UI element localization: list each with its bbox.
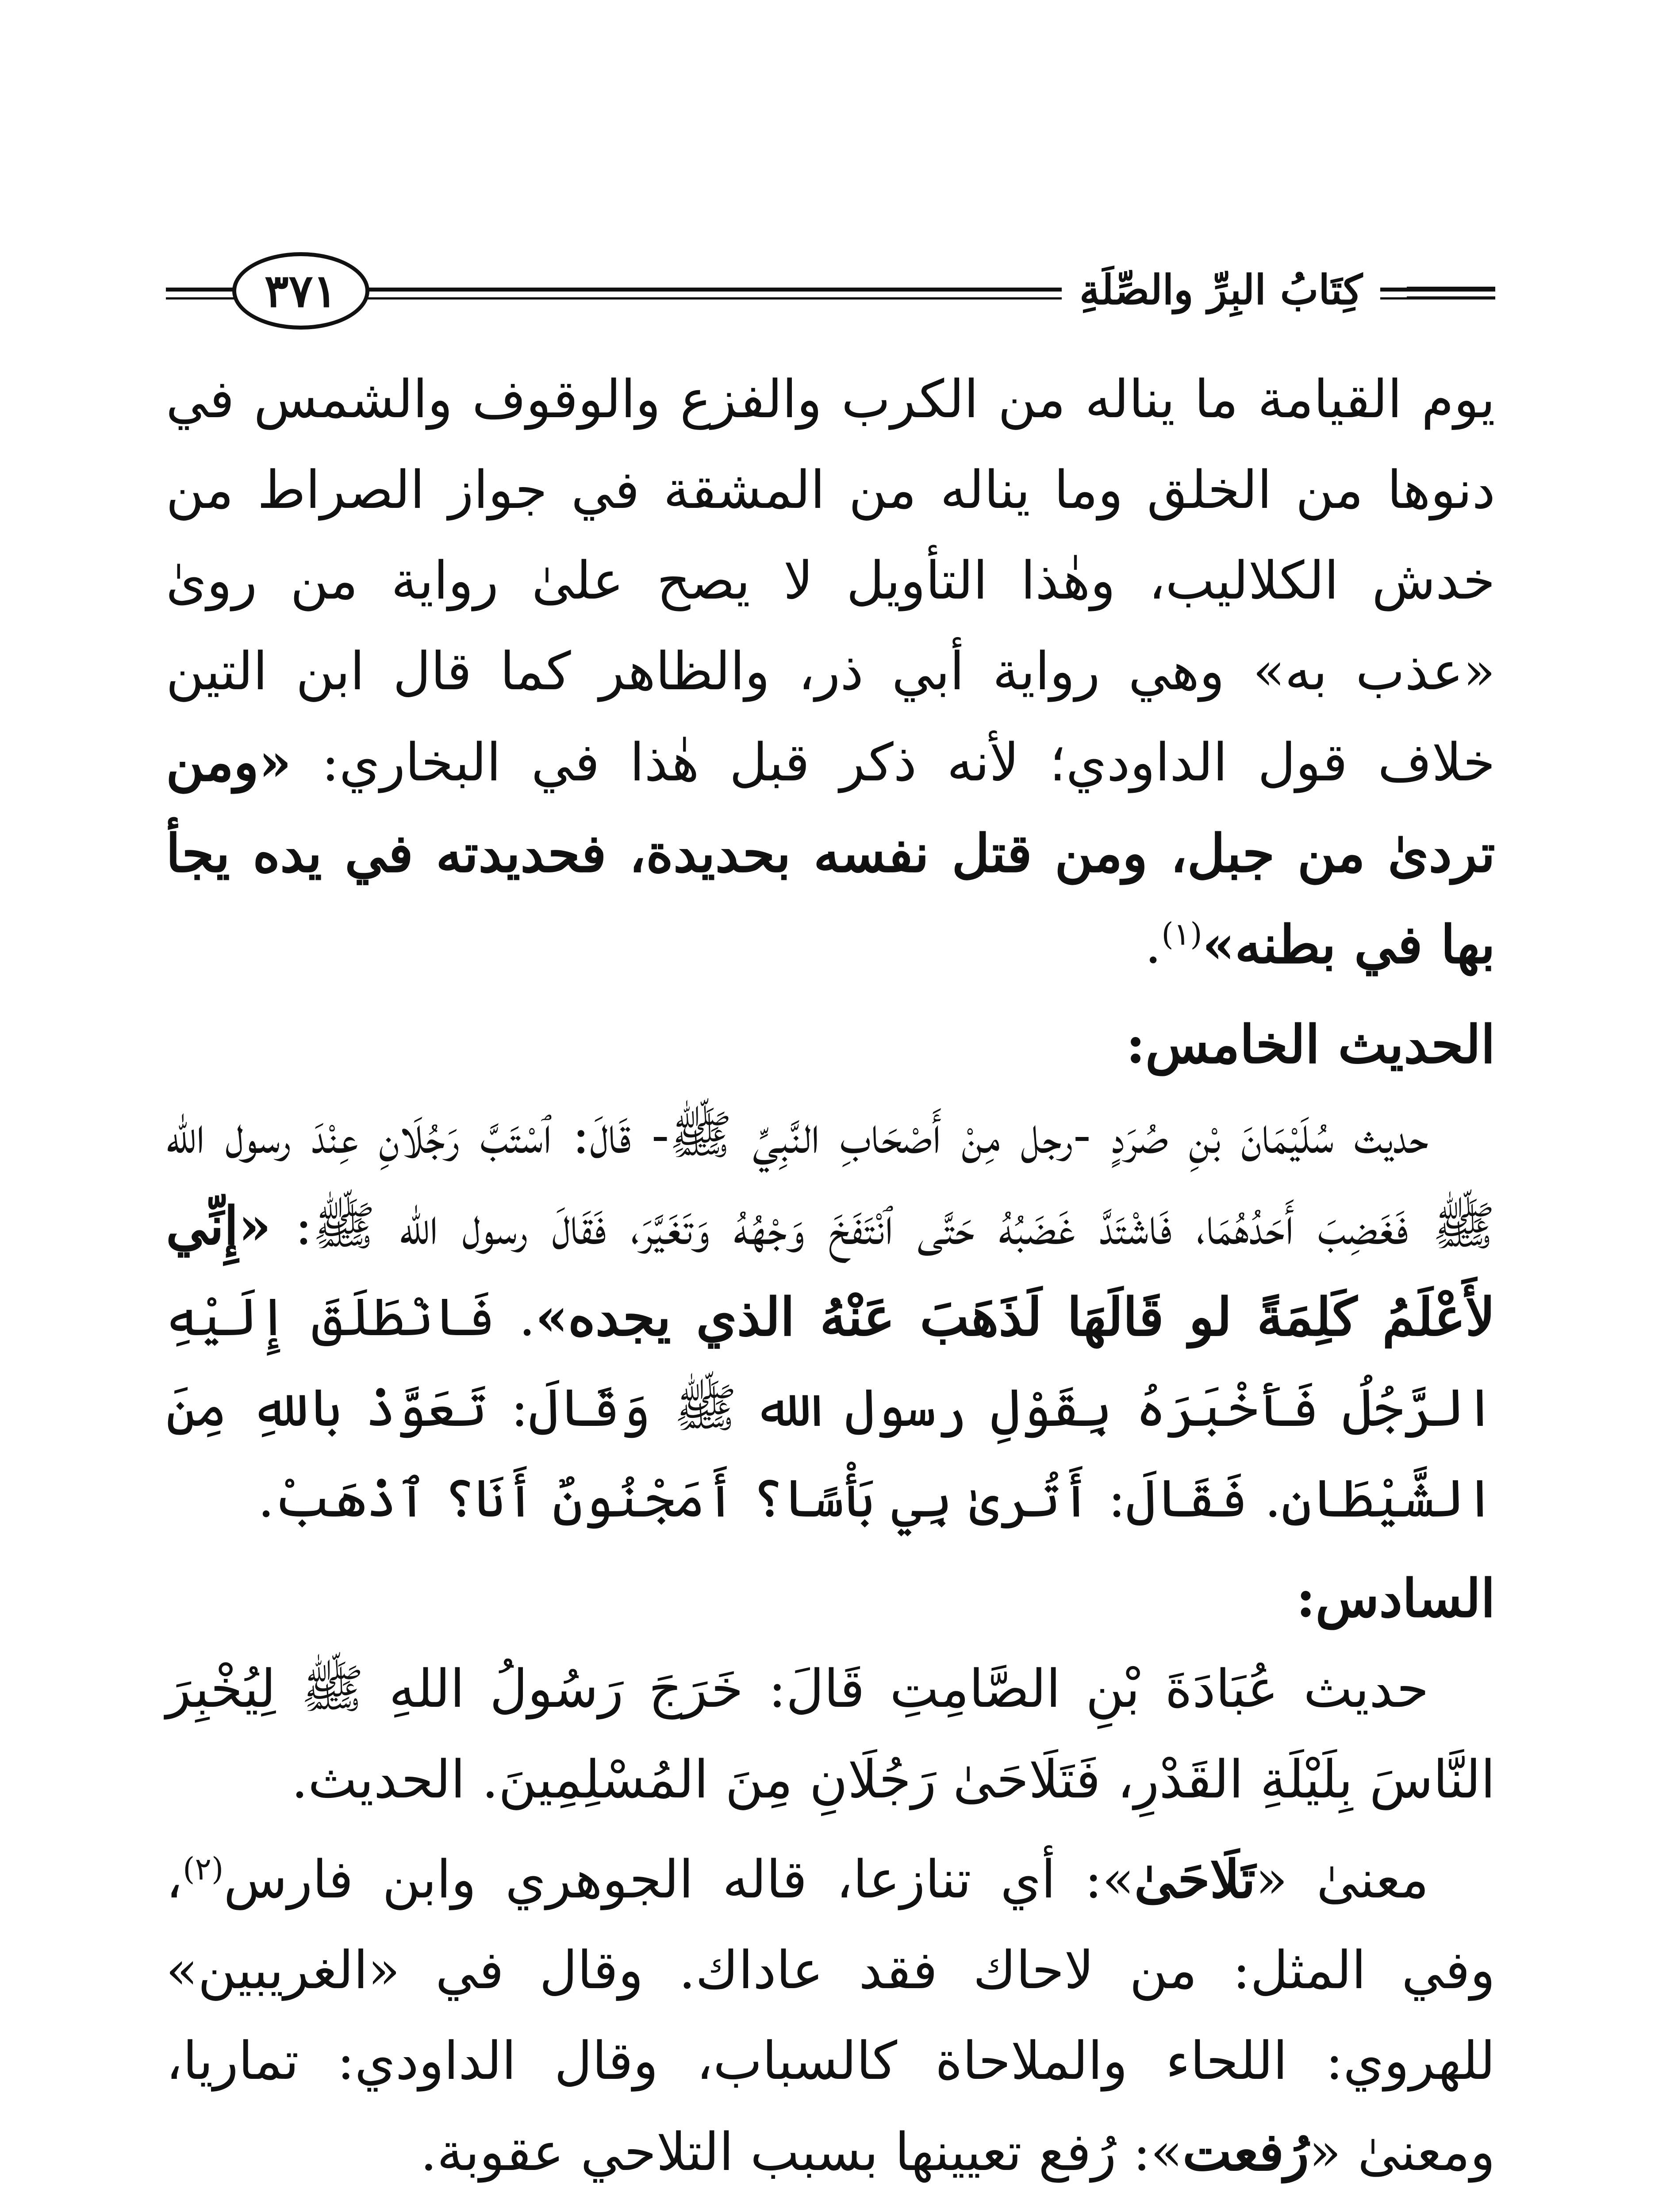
paragraph-4-term-2: رُفعت — [1182, 2121, 1309, 2182]
paragraph-2-text-a: حديث سُلَيْمَانَ بْنِ صُرَدٍ -رجل مِنْ أَصْحَابِ النَّبِيِّ ﷺ- قَالَ: ٱسْتَبَّ رَجُلَانِ عِنْدَ رسول الله ﷺ فَغَضِبَ أَحَدُهُمَا، فَاشْتَدَّ غَضَبُهُ حَتَّى ٱنْتَفَخَ وَجْهُهُ وَتَغَيَّرَ، فَقَالَ رسول الله ﷺ: — [166, 1104, 1495, 1256]
paragraph-2 — [166, 1090, 1495, 1544]
header-right-dash — [1407, 287, 1495, 291]
footnote-ref-2: (٢) — [183, 1851, 224, 1887]
header-right-dash-thin — [1407, 296, 1495, 299]
paragraph-4-term: تَلَاحَىٰ — [1134, 1848, 1256, 1910]
footnote-ref-1: (١) — [1161, 916, 1202, 952]
paragraph-2-text-b: . فَانْطَلَقَ إِلَيْهِ الرَّجُلُ فَأَخْبَرَهُ بِقَوْلِ رسول الله ﷺ وَقَالَ: تَعَوَّذْ باللهِ مِنَ الشَّيْطَانِ. فَقَالَ: أَتُرىٰ بِي بَأْسًا؟ أَمَجْنُونٌ أَنَا؟ ٱذْهَبْ. — [166, 1286, 1495, 1529]
heading-sixth: السادس: — [1296, 1567, 1495, 1629]
main-text — [166, 354, 1495, 2206]
paragraph-1 — [166, 354, 1495, 990]
paragraph-1-quote: «ومن تردىٰ من جبل، ومن قتل نفسه بحديدة، فحديدته في يده يجأ بها في بطنه» — [166, 731, 1495, 975]
page-number: ٣٧١ — [232, 252, 369, 330]
paragraph-4-text-a: معنىٰ « — [1255, 1849, 1429, 1910]
running-header — [166, 248, 1495, 336]
heading-fifth-hadith: الحديث الخامس: — [1126, 1014, 1495, 1075]
paragraph-3: حديث عُبَادَةَ بْنِ الصَّامِتِ قَالَ: خَرَجَ رَسُولُ اللهِ ﷺ لِيُخْبِرَ النَّاسَ بِلَيْلَةِ القَدْرِ، فَتَلَاحَىٰ رَجُلَانِ مِنَ المُسْلِمِينَ. الحديث. — [166, 1658, 1495, 1810]
paragraph-4 — [166, 1834, 1495, 2197]
paragraph-1-text: يوم القيامة ما يناله من الكرب والفزع والوقوف والشمس في دنوها من الخلق وما يناله من المشقة في جواز الصراط من خدش الكلاليب، وهٰذا التأويل لا يصح علىٰ رواية من روىٰ «عذب به» وهي رواية أبي ذر، والظاهر كما قال ابن التين خلاف قول الداودي؛ لأنه ذكر قبل هٰذا في البخاري: — [166, 369, 1495, 793]
paragraph-4-text-c: ، وفي المثل: من لاحاك فقد عاداك. وقال في «الغريبين» للهروي: اللحاء والملاحاة كالسباب، وقال الداودي: تماريا، ومعنىٰ « — [166, 1849, 1495, 2182]
paragraph-4-text-d: »: رُفع تعيينها بسبب التلاحي عقوبة. — [420, 2121, 1183, 2182]
paragraph-2-quote: «إِنِّي لأَعْلَمُ كَلِمَةً لو قَالَهَا لَذَهَبَ عَنْهُ الذي يجده» — [166, 1195, 1495, 1348]
paragraph-4-text-b: »: أي تنازعا، قاله الجوهري وابن فارس — [223, 1849, 1134, 1910]
paragraph-1-end: . — [1144, 914, 1162, 975]
running-title: كِتَابُ البِرِّ والصِّلَةِ — [1062, 261, 1380, 319]
